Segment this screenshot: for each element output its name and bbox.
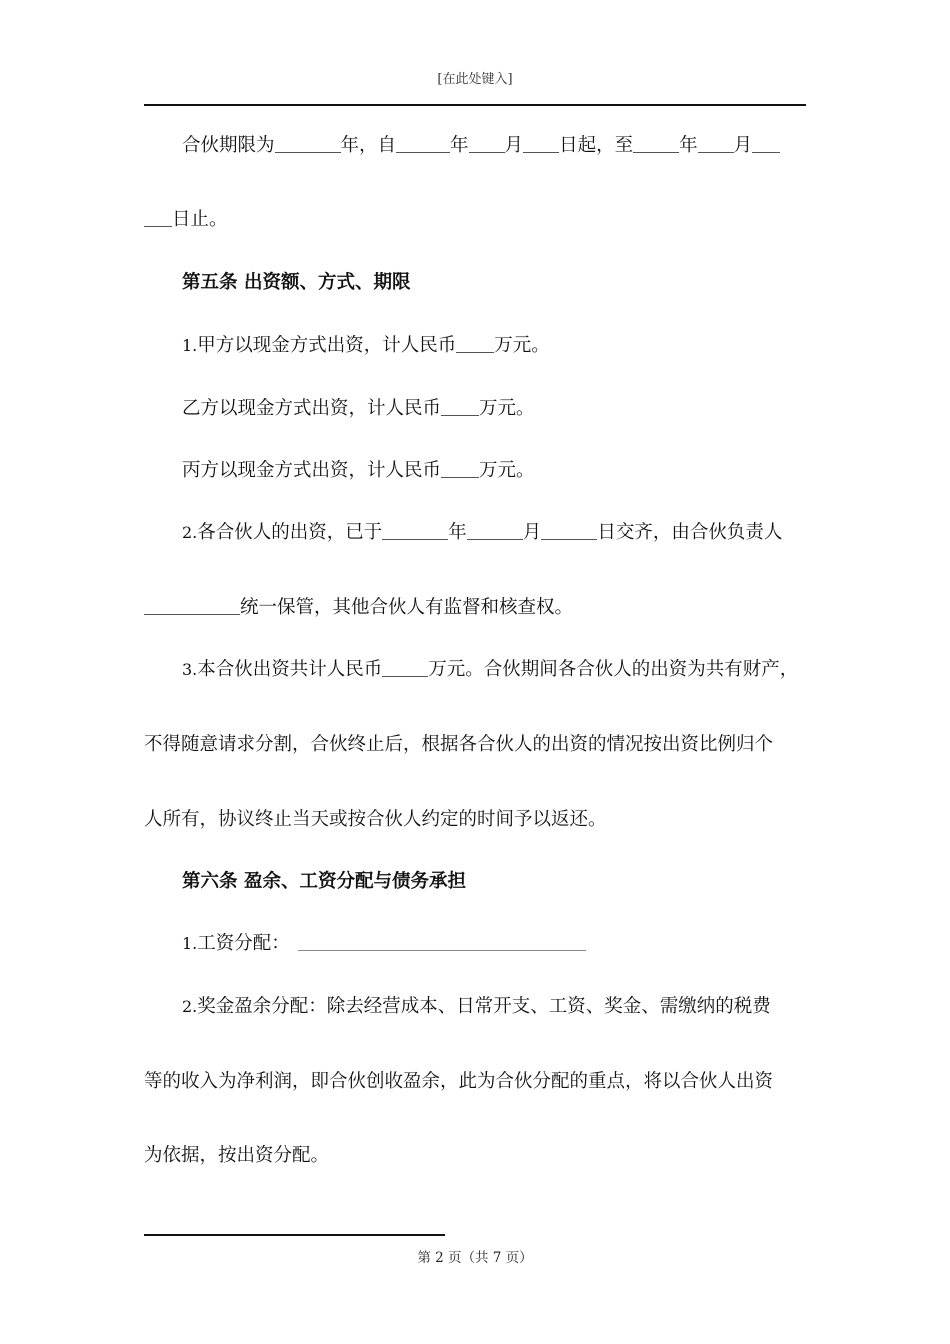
blank-salary	[298, 932, 586, 951]
item-number: 3.	[182, 660, 198, 679]
blank-end-day-b	[144, 208, 172, 227]
term-day-from: 日起，至	[559, 135, 634, 156]
blank-pay-day	[541, 521, 597, 540]
term-end: 日止。	[172, 209, 228, 230]
unit-text: 万元。	[479, 460, 535, 481]
term-y2: 年	[679, 135, 698, 156]
art6-item-2-line-3: 为依据，按出资分配。	[144, 1145, 330, 1166]
term-line-1	[182, 134, 780, 158]
blank-pay-month	[467, 521, 523, 540]
blank-start-month	[469, 134, 505, 153]
item-number: 2.	[182, 523, 198, 542]
footer-rule	[144, 1234, 445, 1236]
term-label: 合伙期限为	[182, 135, 275, 156]
blank-end-day-a	[752, 134, 780, 153]
party-c-text: 丙方以现金方式出资，计人民币	[182, 460, 442, 481]
item-3-text: 本合伙出资共计人民币	[197, 659, 383, 680]
art6-item-2-line-2: 等的收入为净利润，即合伙创收盈余，此为合伙分配的重点，将以合伙人出资	[144, 1071, 774, 1092]
salary-label: 工资分配：	[197, 933, 290, 954]
art5-party-b	[182, 397, 535, 421]
blank-amount-b	[441, 397, 479, 416]
art5-item-1	[182, 334, 550, 358]
unit-text: 万元。	[494, 335, 550, 356]
item-2-month: 月	[522, 522, 542, 543]
term-m: 月	[504, 135, 524, 156]
item-number: 1.	[182, 336, 198, 355]
header-rule	[144, 104, 806, 106]
item-2-text: 各合伙人的出资，已于	[197, 522, 383, 543]
term-y: 年	[450, 135, 469, 156]
term-year-from: 年，自	[340, 135, 397, 156]
article-5-title: 第五条 出资额、方式、期限	[182, 272, 411, 293]
party-b-text: 乙方以现金方式出资，计人民币	[182, 398, 442, 419]
bonus-text: 奖金盈余分配：除去经营成本、日常开支、工资、奖金、需缴纳的税费	[197, 996, 771, 1017]
art5-item-2-cont	[144, 596, 573, 620]
blank-end-year	[633, 134, 679, 153]
art5-item-3-line-2: 不得随意请求分割，合伙终止后，根据各合伙人的出资的情况按出资比例归个	[144, 734, 774, 755]
art5-item-3	[182, 658, 798, 682]
item-2-day: 日交齐，由合伙负责人	[597, 522, 783, 543]
blank-pay-year	[382, 521, 448, 540]
blank-years	[275, 134, 341, 153]
art6-item-2	[182, 995, 771, 1019]
term-line-2	[144, 208, 228, 232]
art5-party-c	[182, 459, 535, 483]
blank-total-amount	[382, 658, 428, 677]
page-header: [在此处键入]	[437, 72, 513, 87]
item-3-text-2: 万元。合伙期间各合伙人的出资为共有财产，	[428, 659, 799, 680]
blank-start-year	[396, 134, 450, 153]
item-number: 1.	[182, 934, 198, 953]
art5-item-3-line-3: 人所有，协议终止当天或按合伙人约定的时间予以返还。	[144, 809, 607, 830]
blank-end-month	[698, 134, 734, 153]
blank-start-day	[523, 134, 559, 153]
page-footer: 第 2 页（共 7 页）	[417, 1250, 533, 1266]
item-2-year: 年	[448, 522, 467, 543]
blank-custodian	[144, 596, 240, 615]
article-6-title: 第六条 盈余、工资分配与债务承担	[182, 871, 466, 892]
item-number: 2.	[182, 997, 198, 1016]
blank-amount-c	[441, 459, 479, 478]
party-a-text: 甲方以现金方式出资，计人民币	[197, 335, 457, 356]
term-m2: 月	[733, 135, 753, 156]
art5-item-2	[182, 521, 782, 545]
art6-item-1	[182, 932, 586, 956]
blank-amount-a	[456, 334, 494, 353]
item-2-text-cont: 统一保管，其他合伙人有监督和核查权。	[240, 597, 574, 618]
unit-text: 万元。	[479, 398, 535, 419]
